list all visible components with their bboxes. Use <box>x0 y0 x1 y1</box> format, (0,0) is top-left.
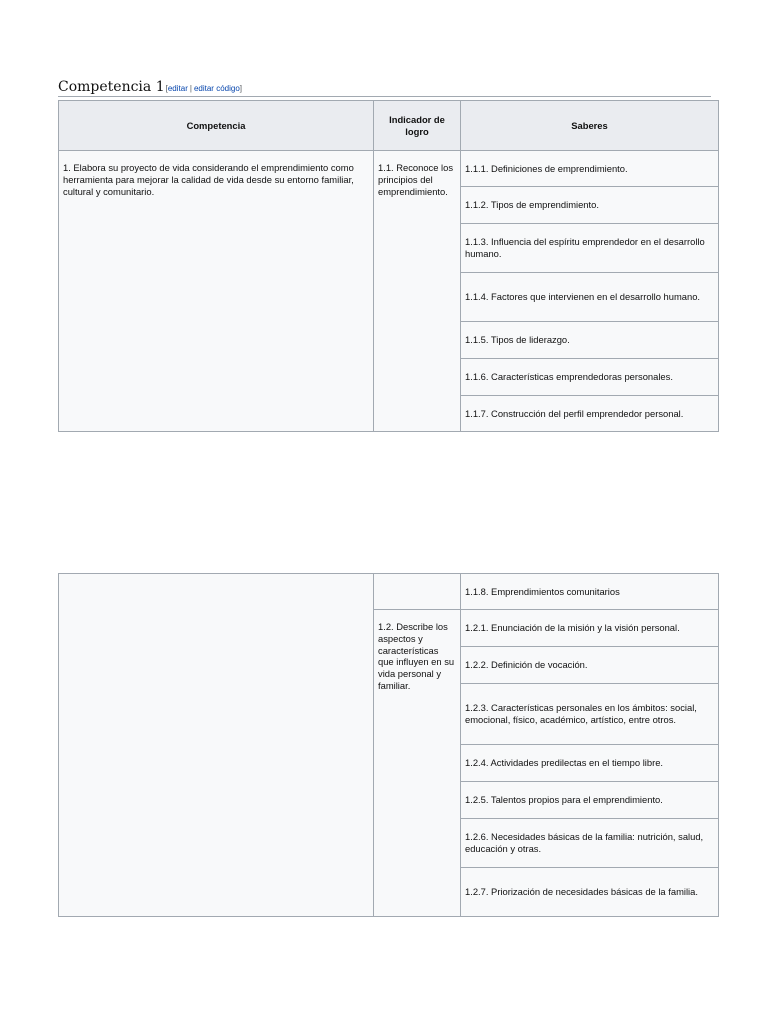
edit-links <box>166 84 242 93</box>
close-bracket: ] <box>239 84 242 93</box>
competencias-table-1 <box>58 100 719 432</box>
header-saberes: Saberes <box>461 101 719 151</box>
table-row <box>59 574 719 610</box>
saber-cell: 1.2.6. Necesidades básicas de la familia: nutrición, salud, educación y otras. <box>461 819 719 868</box>
indicador-cell-empty <box>374 574 461 610</box>
saber-cell: 1.2.1. Enunciación de la misión y la visión personal. <box>461 610 719 647</box>
header-indicador: Indicador de logro <box>374 101 461 151</box>
table-header-row <box>59 101 719 151</box>
competencia-cell-empty <box>59 574 374 917</box>
saber-cell: 1.2.2. Definición de vocación. <box>461 647 719 684</box>
indicador-cell: 1.2. Describe los aspectos y características que influyen en su vida personal y familiar. <box>374 610 461 917</box>
saber-cell: 1.1.5. Tipos de liderazgo. <box>461 322 719 359</box>
edit-source-link[interactable]: editar código <box>193 84 240 93</box>
open-bracket: [ <box>165 84 168 93</box>
header-competencia: Competencia <box>59 101 374 151</box>
indicador-cell: 1.1. Reconoce los principios del emprendimiento. <box>374 151 461 432</box>
section-heading <box>58 78 711 97</box>
competencia-cell: 1. Elabora su proyecto de vida considerando el emprendimiento como herramienta para mejorar la calidad de vida desde su entorno familiar, cultural y comunitario. <box>59 151 374 432</box>
saber-cell: 1.1.7. Construcción del perfil emprendedor personal. <box>461 396 719 432</box>
saber-cell: 1.2.5. Talentos propios para el emprendimiento. <box>461 782 719 819</box>
saber-cell: 1.2.7. Priorización de necesidades básicas de la familia. <box>461 868 719 917</box>
saber-cell: 1.1.4. Factores que intervienen en el desarrollo humano. <box>461 273 719 322</box>
saber-cell: 1.2.3. Características personales en los ámbitos: social, emocional, físico, académico, artístico, entre otros. <box>461 684 719 745</box>
competencias-table-2 <box>58 573 719 917</box>
table-row <box>59 151 719 187</box>
edit-link[interactable]: editar <box>167 84 188 93</box>
saber-cell: 1.1.8. Emprendimientos comunitarios <box>461 574 719 610</box>
saber-cell: 1.2.4. Actividades predilectas en el tiempo libre. <box>461 745 719 782</box>
section-title: Competencia 1 <box>58 79 165 95</box>
saber-cell: 1.1.6. Características emprendedoras personales. <box>461 359 719 396</box>
saber-cell: 1.1.1. Definiciones de emprendimiento. <box>461 151 719 187</box>
saber-cell: 1.1.2. Tipos de emprendimiento. <box>461 187 719 224</box>
edit-separator: | <box>189 84 192 93</box>
saber-cell: 1.1.3. Influencia del espíritu emprendedor en el desarrollo humano. <box>461 224 719 273</box>
